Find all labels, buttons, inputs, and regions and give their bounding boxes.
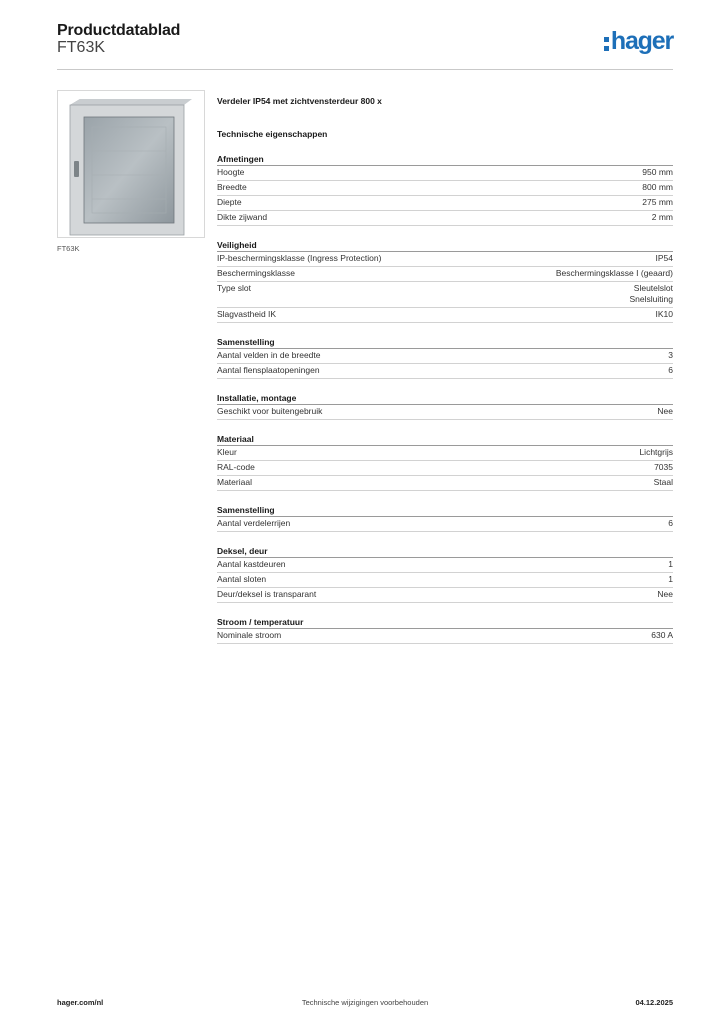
spec-group-title: Samenstelling bbox=[217, 337, 673, 349]
spec-value-line: 950 mm bbox=[642, 167, 673, 177]
spec-value bbox=[657, 406, 673, 417]
spec-value-line: IK10 bbox=[655, 309, 673, 319]
spec-value-line: Sleutelslot bbox=[633, 283, 673, 293]
spec-label: Deur/deksel is transparant bbox=[217, 589, 317, 599]
spec-row bbox=[217, 349, 673, 364]
spec-group-title: Stroom / temperatuur bbox=[217, 617, 673, 629]
spec-value bbox=[657, 589, 673, 600]
spec-row bbox=[217, 588, 673, 603]
spec-group bbox=[217, 617, 673, 644]
spec-row bbox=[217, 476, 673, 491]
spec-value bbox=[654, 462, 673, 473]
spec-label: Kleur bbox=[217, 447, 237, 457]
spec-value bbox=[668, 365, 673, 376]
hager-logo[interactable] bbox=[604, 28, 673, 54]
spec-label: Aantal kastdeuren bbox=[217, 559, 286, 569]
spec-value-line: 1 bbox=[668, 574, 673, 584]
spec-row bbox=[217, 517, 673, 532]
spec-label: Materiaal bbox=[217, 477, 252, 487]
spec-row bbox=[217, 308, 673, 323]
spec-value bbox=[654, 477, 673, 488]
spec-label: RAL-code bbox=[217, 462, 255, 472]
spec-label: Type slot bbox=[217, 283, 252, 293]
spec-row bbox=[217, 196, 673, 211]
spec-value-line: IP54 bbox=[655, 253, 673, 263]
spec-value bbox=[656, 309, 674, 320]
spec-label: IP-beschermingsklasse (Ingress Protection) bbox=[217, 253, 382, 263]
spec-row bbox=[217, 181, 673, 196]
spec-label: Hoogte bbox=[217, 167, 245, 177]
spec-group bbox=[217, 393, 673, 420]
spec-label: Aantal sloten bbox=[217, 574, 267, 584]
spec-group-title: Installatie, montage bbox=[217, 393, 673, 405]
spec-label: Dikte zijwand bbox=[217, 212, 268, 222]
spec-row bbox=[217, 573, 673, 588]
spec-row bbox=[217, 446, 673, 461]
footer-website-link[interactable]: hager.com/nl bbox=[57, 998, 104, 1007]
spec-value-line: Lichtgrijs bbox=[639, 447, 673, 457]
enclosure-icon bbox=[58, 91, 204, 237]
spec-value bbox=[556, 268, 673, 279]
footer-disclaimer: Technische wijzigingen voorbehouden bbox=[301, 998, 429, 1007]
spec-value-line: Beschermingsklasse I (geaard) bbox=[555, 268, 673, 278]
spec-label: Aantal velden in de breedte bbox=[217, 350, 321, 360]
spec-groups bbox=[217, 154, 673, 644]
spec-row bbox=[217, 252, 673, 267]
spec-value-line: Staal bbox=[653, 477, 673, 487]
spec-value-line: Nee bbox=[657, 406, 673, 416]
spec-value-line: 800 mm bbox=[642, 182, 673, 192]
spec-row bbox=[217, 629, 673, 644]
spec-row bbox=[217, 461, 673, 476]
spec-group bbox=[217, 546, 673, 603]
spec-value bbox=[668, 574, 673, 585]
spec-group bbox=[217, 505, 673, 532]
spec-row bbox=[217, 166, 673, 181]
spec-value bbox=[642, 182, 673, 193]
spec-value-line: 3 bbox=[668, 350, 673, 360]
product-spec-content bbox=[217, 96, 673, 644]
spec-group bbox=[217, 434, 673, 491]
spec-group-title: Veiligheid bbox=[217, 240, 673, 252]
section-heading: Technische eigenschappen bbox=[217, 129, 328, 139]
logo-text: hager bbox=[610, 27, 673, 55]
product-code: FT63K bbox=[57, 39, 106, 56]
spec-value bbox=[630, 283, 673, 305]
spec-value bbox=[668, 559, 673, 570]
spec-value-line: 1 bbox=[668, 559, 673, 569]
spec-value bbox=[652, 212, 673, 223]
spec-group-title: Deksel, deur bbox=[217, 546, 673, 558]
spec-value-line: Snelsluiting bbox=[629, 294, 673, 304]
spec-label: Aantal verdelerrijen bbox=[217, 518, 291, 528]
spec-group bbox=[217, 337, 673, 379]
product-image bbox=[57, 90, 205, 238]
logo-dots-icon bbox=[604, 37, 609, 51]
spec-label: Nominale stroom bbox=[217, 630, 282, 640]
document-title: Productdatablad bbox=[57, 22, 181, 39]
spec-value-line: 7035 bbox=[654, 462, 673, 472]
spec-row bbox=[217, 405, 673, 420]
spec-group bbox=[217, 240, 673, 323]
spec-group-title: Afmetingen bbox=[217, 154, 673, 166]
spec-value bbox=[642, 167, 673, 178]
spec-value-line: 2 mm bbox=[651, 212, 673, 222]
spec-value-line: Nee bbox=[657, 589, 673, 599]
spec-label: Aantal flensplaatopeningen bbox=[217, 365, 320, 375]
spec-value bbox=[651, 630, 673, 641]
spec-value bbox=[668, 350, 673, 361]
spec-group bbox=[217, 154, 673, 226]
spec-label: Breedte bbox=[217, 182, 247, 192]
spec-value bbox=[656, 253, 674, 264]
spec-row bbox=[217, 211, 673, 226]
footer-date: 04.12.2025 bbox=[635, 998, 673, 1007]
product-title: Verdeler IP54 met zichtvensterdeur 800 x bbox=[217, 96, 382, 106]
spec-value bbox=[642, 197, 673, 208]
spec-row bbox=[217, 282, 673, 308]
spec-value bbox=[668, 518, 673, 529]
spec-label: Slagvastheid IK bbox=[217, 309, 277, 319]
spec-label: Beschermingsklasse bbox=[217, 268, 295, 278]
spec-group-title: Materiaal bbox=[217, 434, 673, 446]
spec-value bbox=[639, 447, 673, 458]
spec-value-line: 275 mm bbox=[642, 197, 673, 207]
spec-row bbox=[217, 558, 673, 573]
spec-group-title: Samenstelling bbox=[217, 505, 673, 517]
spec-value-line: 6 bbox=[668, 518, 673, 528]
image-caption: FT63K bbox=[57, 244, 80, 253]
spec-value-line: 6 bbox=[668, 365, 673, 375]
spec-row bbox=[217, 267, 673, 282]
spec-label: Geschikt voor buitengebruik bbox=[217, 406, 323, 416]
spec-value-line: 630 A bbox=[651, 630, 673, 640]
page-header bbox=[57, 22, 673, 70]
spec-row bbox=[217, 364, 673, 379]
spec-label: Diepte bbox=[217, 197, 242, 207]
